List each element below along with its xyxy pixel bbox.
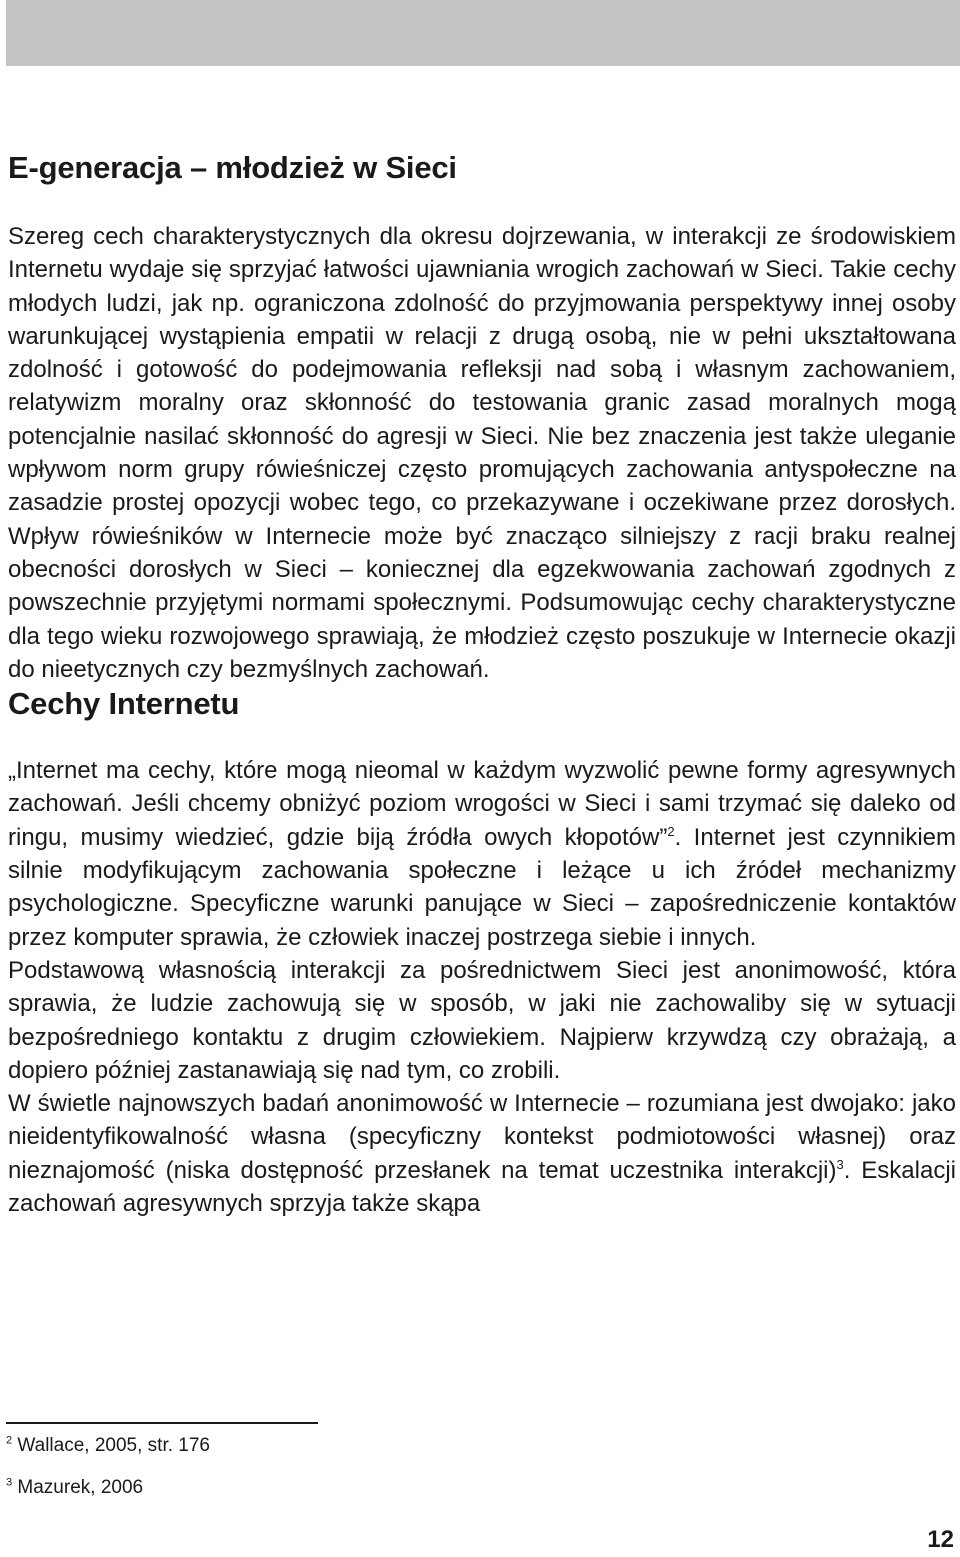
footnote-reference: 2	[667, 823, 675, 839]
paragraph-text: . Eskalacji zachowań agresywnych sprzyja także skąpa	[8, 1156, 956, 1218]
section-paragraph: Podstawową własnością interakcji za pośrednictwem Sieci jest anonimowość, która sprawia, że ludzie zachowują się w sposób, w jaki nie zachowaliby się w sytuacji bezpośredniego kontaktu z drugim człowiekiem. Najpierw krzywdzą czy obrażają, a dopiero później zastanawiają się nad tym, co zrobili.	[8, 956, 956, 1084]
paragraph-text: . Internet jest czynnikiem silnie modyfikującym zachowania społeczne i leżące u ich źródeł mechanizmy psychologiczne. Specyficzne warunki panujące w Sieci – zapośredniczenie kontaktów przez komputer sprawia, że człowiek inaczej postrzega siebie i innych.	[8, 823, 956, 951]
section-heading-cechy-internetu: Cechy Internetu	[8, 686, 240, 722]
footnote-reference: 3	[836, 1156, 844, 1172]
footnote-text: Mazurek, 2006	[17, 1477, 144, 1498]
section-paragraph: Szereg cech charakterystycznych dla okresu dojrzewania, w interakcji ze środowiskiem Internetu wydaje się sprzyjać łatwości ujawniania wrogich zachowań w Sieci. Takie cechy młodych ludzi, jak np. ograniczona zdolność do przyjmowania perspektywy innej osoby warunkującej wystąpienia empatii w relacji z drugą osobą, nie w pełni ukształtowana zdolność i gotowość do podejmowania refleksji nad sobą i własnym zachowaniem, relatywizm moralny oraz skłonność do testowania granic zasad moralnych mogą potencjalnie nasilać skłonność do agresji w Sieci. Nie bez znaczenia jest także uleganie wpływom norm grupy rówieśniczej często promujących zachowania antyspołeczne na zasadzie prostej opozycji wobec tego, co przekazywane i oczekiwane przez dorosłych. Wpływ rówieśników w Internecie może być znacząco silniejszy z racji braku realnej obecności dorosłych w Sieci – koniecznej dla egzekwowania zachowań zgodnych z powszechnie przyjętymi normami społecznymi. Podsumowując cechy charakterystyczne dla tego wieku rozwojowego sprawiają, że młodzież często poszukuje w Internecie okazji do nieetycznych czy bezmyślnych zachowań.	[8, 223, 956, 683]
footnote-text: Wallace, 2005, str. 176	[17, 1435, 210, 1456]
paragraph-text: W świetle najnowszych badań anonimowość w Internecie – rozumiana jest dwojako: jako nieidentyfikowalność własna (specyficzny kontekst podmiotowości własnej) oraz nieznajomość (niska dostępność przesłanek na temat uczestnika interakcji)	[8, 1090, 956, 1184]
footnote-divider	[6, 1422, 318, 1424]
paragraph-text: „Internet ma cechy, które mogą nieomal w każdym wyzwolić pewne formy agresywnych zachowań. Jeśli chcemy obniżyć poziom wrogości w Sieci i sami trzymać się daleko od ringu, musimy wiedzieć, gdzie biją źródła owych kłopotów”	[8, 757, 956, 851]
header-band	[6, 0, 960, 66]
footnote-item	[6, 1477, 210, 1499]
footnote-number: 2	[6, 1434, 13, 1447]
footnote-item	[6, 1435, 210, 1457]
section-heading-e-generacja: E-generacja – młodzież w Sieci	[8, 150, 457, 185]
section-paragraph	[8, 754, 956, 954]
footnote-number: 3	[6, 1476, 13, 1489]
section-paragraph	[8, 1087, 956, 1220]
page-number: 12	[927, 1526, 954, 1553]
page-content	[8, 150, 956, 1220]
footnotes	[6, 1435, 210, 1519]
